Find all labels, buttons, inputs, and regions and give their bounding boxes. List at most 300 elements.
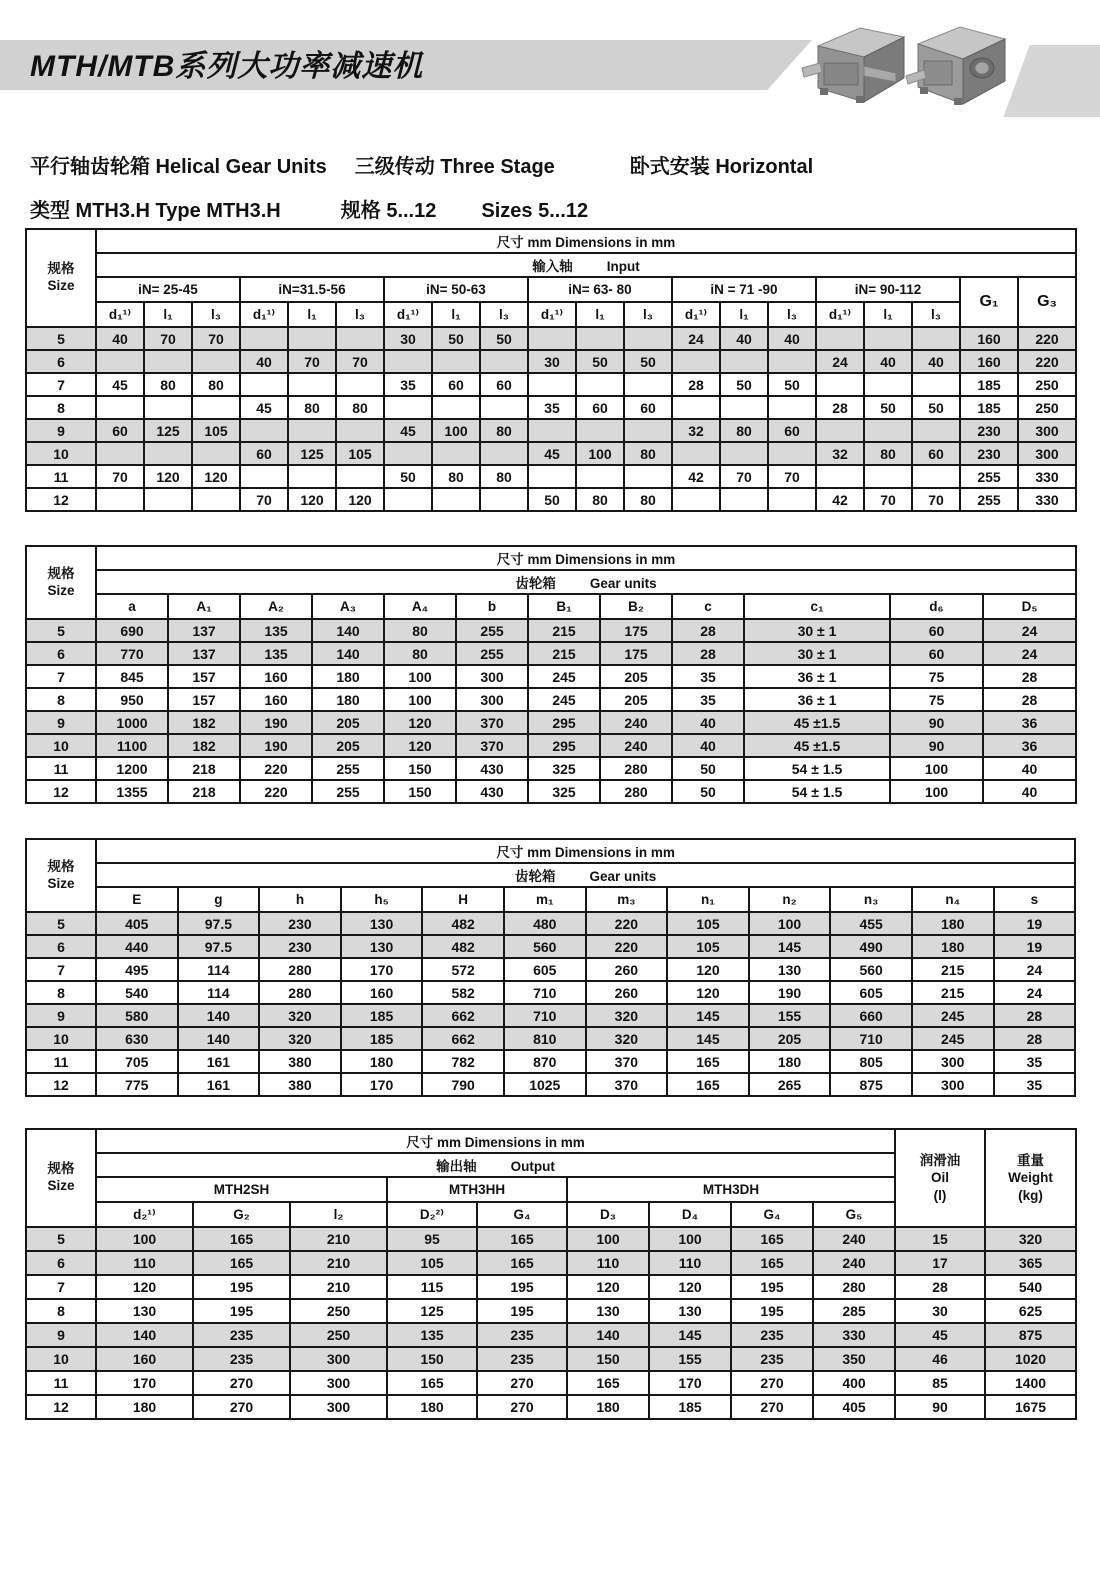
value-cell: 60 — [432, 373, 480, 396]
value-cell: 155 — [749, 1004, 831, 1027]
value-cell: 50 — [576, 350, 624, 373]
section-label-cn: 齿轮箱 — [515, 576, 556, 591]
value-cell: 1355 — [96, 780, 168, 803]
value-cell — [624, 465, 672, 488]
value-cell: 220 — [586, 935, 668, 958]
value-cell: 185 — [649, 1395, 731, 1419]
value-cell: 255 — [960, 488, 1018, 511]
size-cell: 11 — [26, 1371, 96, 1395]
value-cell: 42 — [672, 465, 720, 488]
size-cell: 11 — [26, 465, 96, 488]
value-cell: 45 — [96, 373, 144, 396]
value-cell: 330 — [1018, 465, 1076, 488]
value-cell — [624, 373, 672, 396]
size-cell: 12 — [26, 1395, 96, 1419]
value-cell: 80 — [384, 642, 456, 665]
value-cell: 100 — [567, 1227, 649, 1251]
gear-unit-table-b — [25, 838, 1076, 1097]
value-cell: 235 — [477, 1323, 567, 1347]
value-cell: 300 — [456, 665, 528, 688]
value-cell: 218 — [168, 780, 240, 803]
value-cell: 80 — [576, 488, 624, 511]
subtitle-segment: 卧式安装 Horizontal — [629, 156, 814, 178]
value-cell — [480, 488, 528, 511]
value-cell: 155 — [649, 1347, 731, 1371]
value-cell: 100 — [576, 442, 624, 465]
value-cell: 145 — [649, 1323, 731, 1347]
value-cell: 270 — [477, 1395, 567, 1419]
size-cell: 6 — [26, 935, 96, 958]
value-cell: 560 — [830, 958, 912, 981]
value-cell: 430 — [456, 780, 528, 803]
value-cell: 145 — [749, 935, 831, 958]
value-cell: 210 — [290, 1275, 387, 1299]
value-cell — [384, 488, 432, 511]
value-cell: 70 — [912, 488, 960, 511]
ratio-group-header: iN= 90-112 — [816, 277, 960, 302]
value-cell: 165 — [667, 1050, 749, 1073]
table-row — [26, 981, 1075, 1004]
value-cell: 160 — [960, 327, 1018, 350]
value-cell — [96, 488, 144, 511]
value-cell: 24 — [994, 981, 1076, 1004]
value-cell: 80 — [624, 488, 672, 511]
value-cell: 320 — [259, 1027, 341, 1050]
value-cell — [240, 373, 288, 396]
value-cell: 45 ±1.5 — [744, 734, 890, 757]
value-cell: 80 — [192, 373, 240, 396]
value-cell — [528, 327, 576, 350]
value-cell: 170 — [341, 1073, 423, 1096]
column-header: G₄ — [731, 1202, 813, 1227]
value-cell: 17 — [895, 1251, 985, 1275]
value-cell: 662 — [422, 1004, 504, 1027]
value-cell: 60 — [624, 396, 672, 419]
value-cell: 180 — [341, 1050, 423, 1073]
value-cell: 205 — [312, 734, 384, 757]
value-cell: 370 — [456, 734, 528, 757]
value-cell: 160 — [240, 688, 312, 711]
column-header: a — [96, 594, 168, 619]
size-label-en: Size — [47, 1178, 75, 1193]
value-cell: 195 — [477, 1275, 567, 1299]
value-cell: 137 — [168, 642, 240, 665]
value-cell: 215 — [912, 981, 994, 1004]
value-cell: 540 — [96, 981, 178, 1004]
oil-column-header — [895, 1129, 985, 1227]
value-cell — [96, 350, 144, 373]
value-cell: 662 — [422, 1027, 504, 1050]
column-header: l₁ — [576, 302, 624, 327]
value-cell: 240 — [600, 711, 672, 734]
value-cell: 625 — [985, 1299, 1076, 1323]
value-cell: 157 — [168, 688, 240, 711]
value-cell: 135 — [240, 619, 312, 642]
value-cell: 270 — [477, 1371, 567, 1395]
value-cell: 120 — [288, 488, 336, 511]
value-cell: 220 — [240, 780, 312, 803]
value-cell — [576, 373, 624, 396]
column-header: d₂¹⁾ — [96, 1202, 193, 1227]
value-cell — [192, 488, 240, 511]
value-cell: 114 — [178, 981, 260, 1004]
value-cell — [864, 327, 912, 350]
value-cell: 130 — [341, 912, 423, 935]
size-label-cn: 规格 — [47, 858, 75, 874]
value-cell: 775 — [96, 1073, 178, 1096]
value-cell: 210 — [290, 1227, 387, 1251]
value-cell: 170 — [649, 1371, 731, 1395]
subtitle-segment: Sizes 5...12 — [481, 200, 589, 222]
value-cell: 380 — [259, 1073, 341, 1096]
value-cell: 85 — [895, 1371, 985, 1395]
value-cell: 60 — [768, 419, 816, 442]
size-column-header — [26, 839, 96, 912]
value-cell — [384, 396, 432, 419]
table-row — [26, 734, 1076, 757]
size-label-en: Size — [47, 278, 75, 293]
value-cell: 280 — [259, 981, 341, 1004]
size-column-header — [26, 546, 96, 619]
value-cell: 285 — [813, 1299, 895, 1323]
value-cell: 54 ± 1.5 — [744, 780, 890, 803]
value-cell: 220 — [1018, 327, 1076, 350]
table-row — [26, 619, 1076, 642]
value-cell: 300 — [456, 688, 528, 711]
value-cell: 495 — [96, 958, 178, 981]
value-cell: 35 — [384, 373, 432, 396]
value-cell: 405 — [96, 912, 178, 935]
value-cell: 95 — [387, 1227, 477, 1251]
size-cell: 12 — [26, 1073, 96, 1096]
size-column-header — [26, 229, 96, 327]
value-cell: 205 — [312, 711, 384, 734]
value-cell: 40 — [672, 711, 744, 734]
value-cell: 135 — [387, 1323, 477, 1347]
value-cell: 150 — [384, 780, 456, 803]
table-row — [26, 1299, 1076, 1323]
size-label-en: Size — [47, 582, 75, 598]
value-cell: 24 — [816, 350, 864, 373]
table-row — [26, 1027, 1075, 1050]
value-cell: 70 — [96, 465, 144, 488]
value-cell: 160 — [96, 1347, 193, 1371]
value-cell: 70 — [240, 488, 288, 511]
column-header: c₁ — [744, 594, 890, 619]
column-header: A₂ — [240, 594, 312, 619]
value-cell: 230 — [259, 912, 341, 935]
size-cell: 7 — [26, 1275, 96, 1299]
column-header: l₃ — [624, 302, 672, 327]
table-row — [26, 1323, 1076, 1347]
value-cell: 105 — [336, 442, 384, 465]
value-cell: 490 — [830, 935, 912, 958]
value-cell: 160 — [960, 350, 1018, 373]
value-cell: 80 — [864, 442, 912, 465]
value-cell: 572 — [422, 958, 504, 981]
value-cell — [912, 373, 960, 396]
value-cell: 810 — [504, 1027, 586, 1050]
value-cell: 70 — [864, 488, 912, 511]
value-cell: 180 — [567, 1395, 649, 1419]
value-cell: 50 — [432, 327, 480, 350]
value-cell — [240, 419, 288, 442]
size-cell: 5 — [26, 1227, 96, 1251]
value-cell: 161 — [178, 1050, 260, 1073]
size-cell: 6 — [26, 642, 96, 665]
size-cell: 9 — [26, 419, 96, 442]
value-cell: 320 — [586, 1027, 668, 1050]
value-cell: 60 — [890, 642, 983, 665]
value-cell: 165 — [477, 1251, 567, 1275]
table-row — [26, 419, 1076, 442]
size-cell: 9 — [26, 1004, 96, 1027]
value-cell: 190 — [749, 981, 831, 1004]
column-header: l₁ — [864, 302, 912, 327]
value-cell: 875 — [830, 1073, 912, 1096]
value-cell: 120 — [667, 981, 749, 1004]
value-cell: 30 ± 1 — [744, 642, 890, 665]
value-cell: 782 — [422, 1050, 504, 1073]
value-cell: 455 — [830, 912, 912, 935]
value-cell: 170 — [341, 958, 423, 981]
subtitle-segment: 类型 MTH3.H Type MTH3.H — [30, 200, 281, 222]
table-row — [26, 373, 1076, 396]
size-cell: 9 — [26, 1323, 96, 1347]
value-cell: 175 — [600, 619, 672, 642]
value-cell: 195 — [193, 1275, 290, 1299]
value-cell: 365 — [985, 1251, 1076, 1275]
value-cell: 165 — [731, 1251, 813, 1275]
value-cell: 60 — [480, 373, 528, 396]
size-cell: 7 — [26, 958, 96, 981]
table-row — [26, 1073, 1075, 1096]
value-cell — [144, 396, 192, 419]
value-cell: 120 — [96, 1275, 193, 1299]
value-cell: 120 — [336, 488, 384, 511]
size-cell: 8 — [26, 981, 96, 1004]
value-cell: 230 — [960, 442, 1018, 465]
column-header-g3: G₃ — [1018, 277, 1076, 327]
value-cell: 805 — [830, 1050, 912, 1073]
size-cell: 9 — [26, 711, 96, 734]
size-label-cn: 规格 — [47, 565, 75, 581]
value-cell: 50 — [768, 373, 816, 396]
value-cell: 120 — [384, 734, 456, 757]
value-cell: 1400 — [985, 1371, 1076, 1395]
value-cell: 24 — [994, 958, 1076, 981]
table-row — [26, 350, 1076, 373]
ratio-group-header: iN= 63- 80 — [528, 277, 672, 302]
value-cell: 440 — [96, 935, 178, 958]
value-cell: 235 — [731, 1323, 813, 1347]
value-cell: 80 — [480, 465, 528, 488]
size-cell: 8 — [26, 1299, 96, 1323]
value-cell: 115 — [387, 1275, 477, 1299]
value-cell: 255 — [456, 619, 528, 642]
value-cell: 30 — [528, 350, 576, 373]
column-header: d₁¹⁾ — [816, 302, 864, 327]
value-cell: 130 — [567, 1299, 649, 1323]
value-cell: 255 — [960, 465, 1018, 488]
value-cell: 350 — [813, 1347, 895, 1371]
value-cell: 250 — [290, 1299, 387, 1323]
value-cell: 125 — [288, 442, 336, 465]
column-header: G₅ — [813, 1202, 895, 1227]
value-cell: 630 — [96, 1027, 178, 1050]
value-cell: 28 — [672, 373, 720, 396]
value-cell: 950 — [96, 688, 168, 711]
value-cell: 157 — [168, 665, 240, 688]
gear-units-section-header — [96, 863, 1075, 887]
value-cell: 140 — [178, 1027, 260, 1050]
value-cell: 145 — [667, 1027, 749, 1050]
size-cell: 10 — [26, 734, 96, 757]
section-label-cn: 输入轴 — [532, 259, 573, 274]
value-cell: 280 — [600, 757, 672, 780]
value-cell — [624, 327, 672, 350]
value-cell: 40 — [983, 757, 1076, 780]
section-label-en: Gear units — [589, 576, 657, 591]
section-label-en: Input — [606, 259, 640, 274]
value-cell: 28 — [983, 688, 1076, 711]
value-cell: 1025 — [504, 1073, 586, 1096]
value-cell: 15 — [895, 1227, 985, 1251]
value-cell: 160 — [341, 981, 423, 1004]
column-header: l₁ — [720, 302, 768, 327]
value-cell: 97.5 — [178, 912, 260, 935]
value-cell — [576, 465, 624, 488]
value-cell: 30 ± 1 — [744, 619, 890, 642]
value-cell: 845 — [96, 665, 168, 688]
value-cell: 105 — [387, 1251, 477, 1275]
value-cell: 710 — [504, 981, 586, 1004]
table-row — [26, 757, 1076, 780]
value-cell: 690 — [96, 619, 168, 642]
value-cell: 30 — [895, 1299, 985, 1323]
value-cell: 270 — [731, 1371, 813, 1395]
value-cell: 215 — [528, 642, 600, 665]
size-cell: 11 — [26, 1050, 96, 1073]
value-cell: 320 — [259, 1004, 341, 1027]
value-cell: 80 — [624, 442, 672, 465]
value-cell: 1200 — [96, 757, 168, 780]
value-cell — [192, 396, 240, 419]
section-label-cn: 输出轴 — [436, 1159, 477, 1174]
table-row — [26, 958, 1075, 981]
value-cell: 90 — [890, 734, 983, 757]
value-cell: 210 — [290, 1251, 387, 1275]
oil-unit: (l) — [933, 1187, 947, 1203]
value-cell — [768, 350, 816, 373]
value-cell: 260 — [586, 958, 668, 981]
value-cell: 582 — [422, 981, 504, 1004]
value-cell — [96, 442, 144, 465]
value-cell: 1000 — [96, 711, 168, 734]
value-cell: 80 — [336, 396, 384, 419]
value-cell — [288, 419, 336, 442]
column-header: l₂ — [290, 1202, 387, 1227]
value-cell: 280 — [813, 1275, 895, 1299]
value-cell: 300 — [1018, 442, 1076, 465]
value-cell — [816, 465, 864, 488]
value-cell: 100 — [96, 1227, 193, 1251]
value-cell: 45 — [895, 1323, 985, 1347]
value-cell: 40 — [720, 327, 768, 350]
value-cell: 255 — [312, 780, 384, 803]
value-cell — [432, 396, 480, 419]
value-cell: 80 — [288, 396, 336, 419]
value-cell: 90 — [890, 711, 983, 734]
value-cell: 100 — [890, 780, 983, 803]
dimensions-header: 尺寸 mm Dimensions in mm — [96, 839, 1075, 863]
value-cell: 320 — [985, 1227, 1076, 1251]
value-cell: 295 — [528, 734, 600, 757]
value-cell: 180 — [312, 688, 384, 711]
value-cell: 120 — [667, 958, 749, 981]
value-cell: 170 — [96, 1371, 193, 1395]
value-cell: 270 — [193, 1371, 290, 1395]
value-cell: 145 — [667, 1004, 749, 1027]
value-cell: 60 — [912, 442, 960, 465]
value-cell: 180 — [387, 1395, 477, 1419]
value-cell: 36 ± 1 — [744, 665, 890, 688]
value-cell: 165 — [567, 1371, 649, 1395]
value-cell: 330 — [1018, 488, 1076, 511]
value-cell: 240 — [600, 734, 672, 757]
value-cell: 50 — [672, 780, 744, 803]
value-cell — [288, 327, 336, 350]
value-cell — [144, 350, 192, 373]
value-cell — [672, 442, 720, 465]
ratio-group-header: iN = 71 -90 — [672, 277, 816, 302]
value-cell: 185 — [341, 1027, 423, 1050]
column-header: D₄ — [649, 1202, 731, 1227]
value-cell — [864, 373, 912, 396]
value-cell — [816, 373, 864, 396]
value-cell: 140 — [312, 619, 384, 642]
value-cell: 230 — [960, 419, 1018, 442]
value-cell — [480, 396, 528, 419]
value-cell: 405 — [813, 1395, 895, 1419]
value-cell: 100 — [649, 1227, 731, 1251]
value-cell: 870 — [504, 1050, 586, 1073]
size-cell: 8 — [26, 396, 96, 419]
value-cell: 125 — [387, 1299, 477, 1323]
value-cell: 70 — [720, 465, 768, 488]
value-cell: 165 — [731, 1227, 813, 1251]
value-cell: 150 — [387, 1347, 477, 1371]
gearbox-product-image — [800, 16, 1010, 118]
value-cell: 205 — [600, 665, 672, 688]
value-cell: 770 — [96, 642, 168, 665]
value-cell: 320 — [586, 1004, 668, 1027]
column-header: A₁ — [168, 594, 240, 619]
column-header: A₃ — [312, 594, 384, 619]
value-cell: 70 — [192, 327, 240, 350]
value-cell — [624, 419, 672, 442]
value-cell — [720, 442, 768, 465]
value-cell — [816, 419, 864, 442]
column-header: l₁ — [288, 302, 336, 327]
value-cell: 300 — [290, 1371, 387, 1395]
table-row — [26, 1227, 1076, 1251]
table-row — [26, 642, 1076, 665]
size-cell: 5 — [26, 619, 96, 642]
value-cell: 660 — [830, 1004, 912, 1027]
table-row — [26, 912, 1075, 935]
value-cell: 605 — [504, 958, 586, 981]
